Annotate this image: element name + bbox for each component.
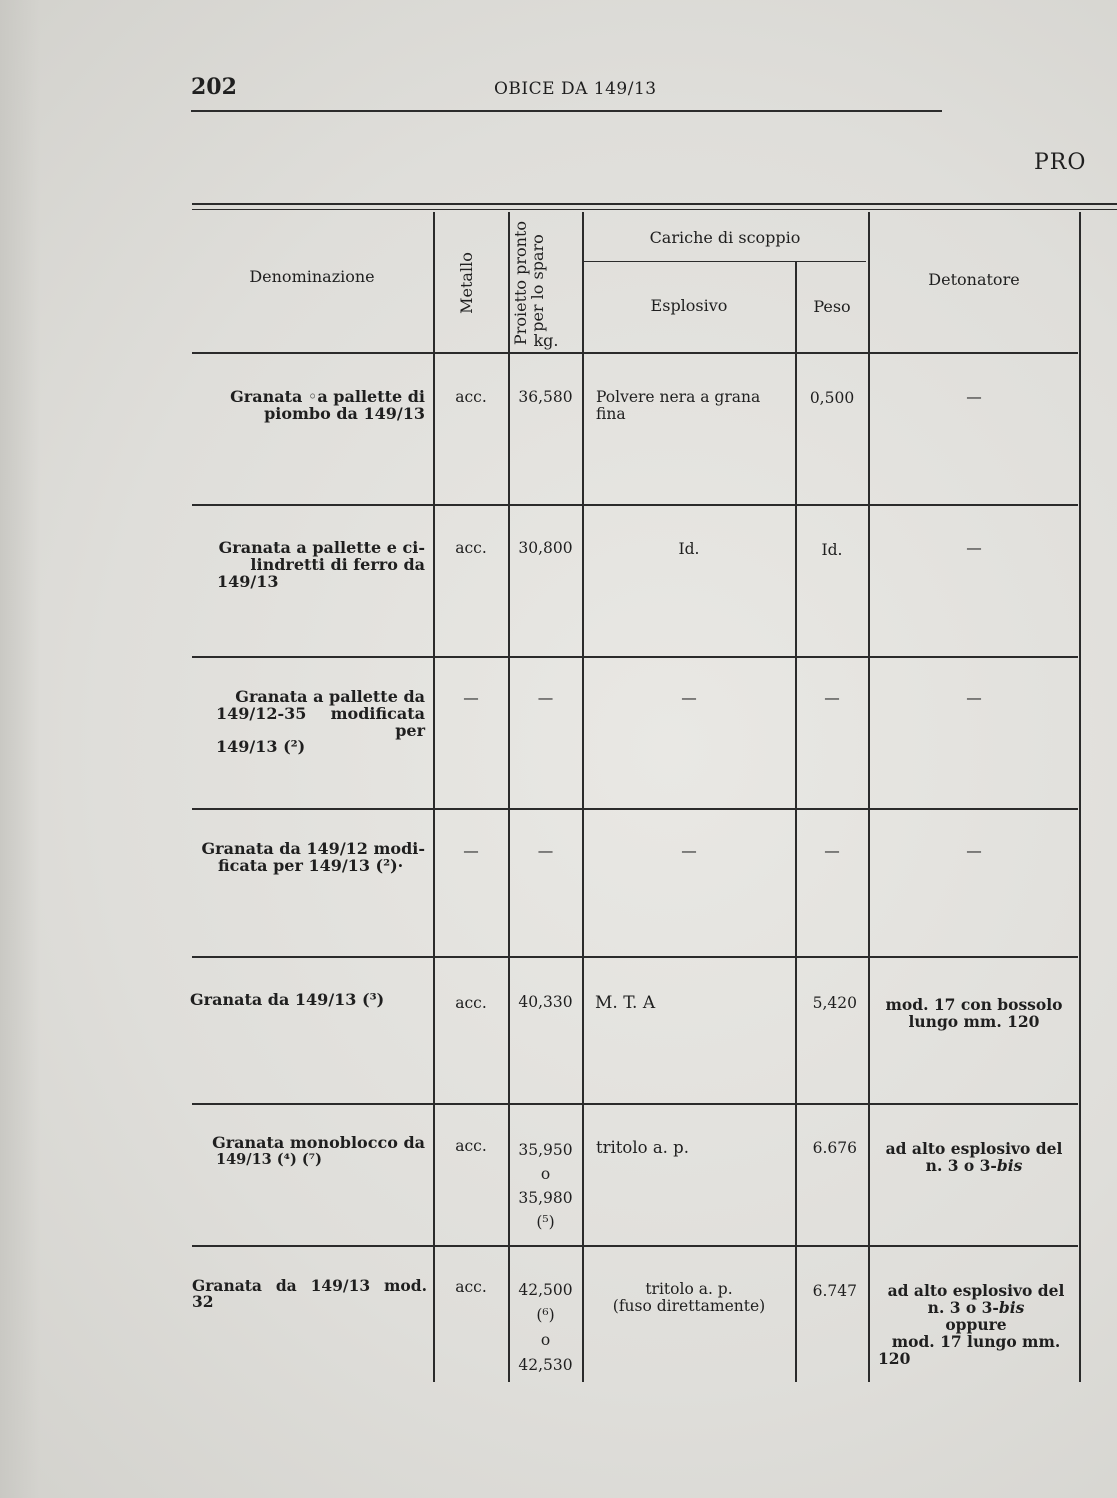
projectile-weight-value: 35,980 (518, 1189, 573, 1207)
row-projectile-weight: 36,580 (518, 388, 573, 406)
col-header-explosive: Esplosivo (650, 296, 728, 315)
projectile-weight-note: (⁶) (536, 1306, 555, 1324)
row-explosive: — (681, 842, 697, 860)
projectile-weight-value: 42,500 (518, 1281, 573, 1299)
col-rule-weight (868, 212, 870, 1382)
row-name (192, 841, 425, 875)
row-explosive (584, 1281, 794, 1315)
row-rule (192, 808, 1078, 810)
detonator-line: ad alto esplosivo del (887, 1281, 1065, 1300)
row-rule (192, 1103, 1078, 1105)
row-rule (192, 956, 1078, 958)
projectile-weight-or: o (540, 1165, 551, 1183)
row-projectile-weight: — (537, 842, 554, 860)
col-header-detonator: Detonatore (928, 270, 1020, 289)
row-metal: acc. (455, 994, 487, 1012)
row-name-line: Granata a pallette e ci- (218, 538, 425, 557)
running-title: OBICE DA 149/13 (494, 79, 657, 99)
table-top-rule-2 (192, 209, 1117, 210)
col-rule-name (433, 212, 435, 1382)
row-projectile-weight (509, 1278, 582, 1378)
page-number: 202 (191, 74, 237, 100)
row-name-line: 149/13 (⁴) (⁷) (216, 1150, 322, 1168)
row-detonator: — (966, 842, 982, 860)
projectile-weight-note: (⁵) (536, 1213, 555, 1231)
detonator-line: oppure (945, 1315, 1007, 1335)
row-explosive: — (681, 689, 697, 707)
row-detonator (874, 1282, 1078, 1367)
row-detonator: — (966, 388, 982, 406)
detonator-line: 120 (878, 1349, 911, 1369)
row-name-line: piombo da 149/13 (264, 403, 425, 423)
row-name: Granata da 149/13 (³) (190, 990, 385, 1009)
row-explosive: M. T. A (595, 993, 656, 1013)
col-rule-detonator (1079, 212, 1081, 1382)
row-name (195, 540, 425, 590)
row-charge-weight: 6.676 (812, 1139, 857, 1157)
col-header-projectile: Proietto pronto per lo sparo (511, 220, 547, 346)
row-metal: acc. (455, 388, 487, 406)
table-top-rule (192, 203, 1117, 205)
explosive-line: (fuso direttamente) (612, 1297, 766, 1316)
col-header-name: Denominazione (249, 267, 375, 286)
row-detonator (874, 1140, 1074, 1174)
row-projectile-weight: 30,800 (518, 539, 573, 557)
row-projectile-weight: — (537, 689, 554, 707)
row-name-line: 149/12-35 modificata per (216, 703, 425, 740)
row-rule (192, 656, 1078, 658)
row-metal: acc. (455, 1137, 487, 1155)
row-charge-weight: — (824, 842, 840, 860)
header-bottom-rule (192, 352, 1078, 354)
detonator-line: n. 3 o 3-bis (927, 1298, 1025, 1318)
row-name-line: 149/13 (217, 571, 279, 591)
show-through-line (186, 146, 1086, 168)
row-metal: acc. (455, 1278, 487, 1296)
row-name-line: Granata da 149/12 modi- (201, 839, 425, 858)
row-name (191, 389, 425, 423)
row-projectile-weight (509, 1138, 582, 1234)
side-text: PRO (1034, 150, 1087, 175)
row-name-line: lindretti di ferro da (250, 554, 425, 574)
row-explosive: Id. (678, 540, 700, 558)
col-header-charges: Cariche di scoppio (649, 228, 801, 247)
projectile-weight-or: o (540, 1331, 551, 1349)
row-charge-weight: 6.747 (812, 1282, 857, 1300)
col-rule-explosive (795, 262, 797, 1382)
row-name-line: Granata monoblocco da (212, 1133, 425, 1152)
detonator-line: n. 3 o 3-bis (925, 1156, 1023, 1176)
row-name: Granata da 149/13 mod. 32 (192, 1276, 427, 1312)
row-detonator: mod. 17 con bossolo lungo mm. 120 (885, 995, 1063, 1032)
detonator-line: ad alto esplosivo del (885, 1139, 1063, 1158)
header-rule (191, 110, 942, 112)
row-detonator: — (966, 539, 982, 557)
col-header-metal: Metallo (457, 252, 476, 314)
explosive-line: tritolo a. p. (645, 1280, 733, 1298)
row-charge-weight: Id. (821, 541, 843, 559)
row-name (191, 1135, 425, 1167)
col-header-weight: Peso (813, 297, 851, 316)
detonator-line: mod. 17 lungo mm. (891, 1332, 1061, 1352)
col-header-projectile-unit: kg. (533, 331, 559, 350)
row-metal: acc. (455, 539, 487, 557)
row-charge-weight: 5,420 (812, 994, 857, 1012)
page-edge-shadow (0, 0, 40, 1498)
row-name-line: Granata ◦a pallette di (230, 387, 425, 406)
row-charge-weight: — (824, 689, 840, 707)
row-rule (192, 1245, 1078, 1247)
row-name-line: Granata a pallette da (235, 687, 425, 706)
row-name-line: ficata per 149/13 (²)· (218, 855, 404, 875)
projectile-weight-value: 35,950 (518, 1141, 573, 1159)
col-rule-projectile (582, 212, 584, 1382)
row-metal: — (463, 842, 479, 860)
charges-sub-rule (583, 261, 866, 262)
row-rule (192, 504, 1078, 506)
row-explosive: Polvere nera a grana fina (596, 388, 761, 424)
row-metal: — (463, 689, 479, 707)
row-explosive: tritolo a. p. (596, 1138, 689, 1157)
row-name (200, 689, 425, 756)
row-detonator: — (966, 689, 982, 707)
row-charge-weight: 0,500 (809, 389, 855, 407)
row-projectile-weight: 40,330 (518, 993, 573, 1011)
row-name-line: 149/13 (²) (216, 737, 306, 757)
projectile-weight-value: 42,530 (518, 1356, 573, 1374)
